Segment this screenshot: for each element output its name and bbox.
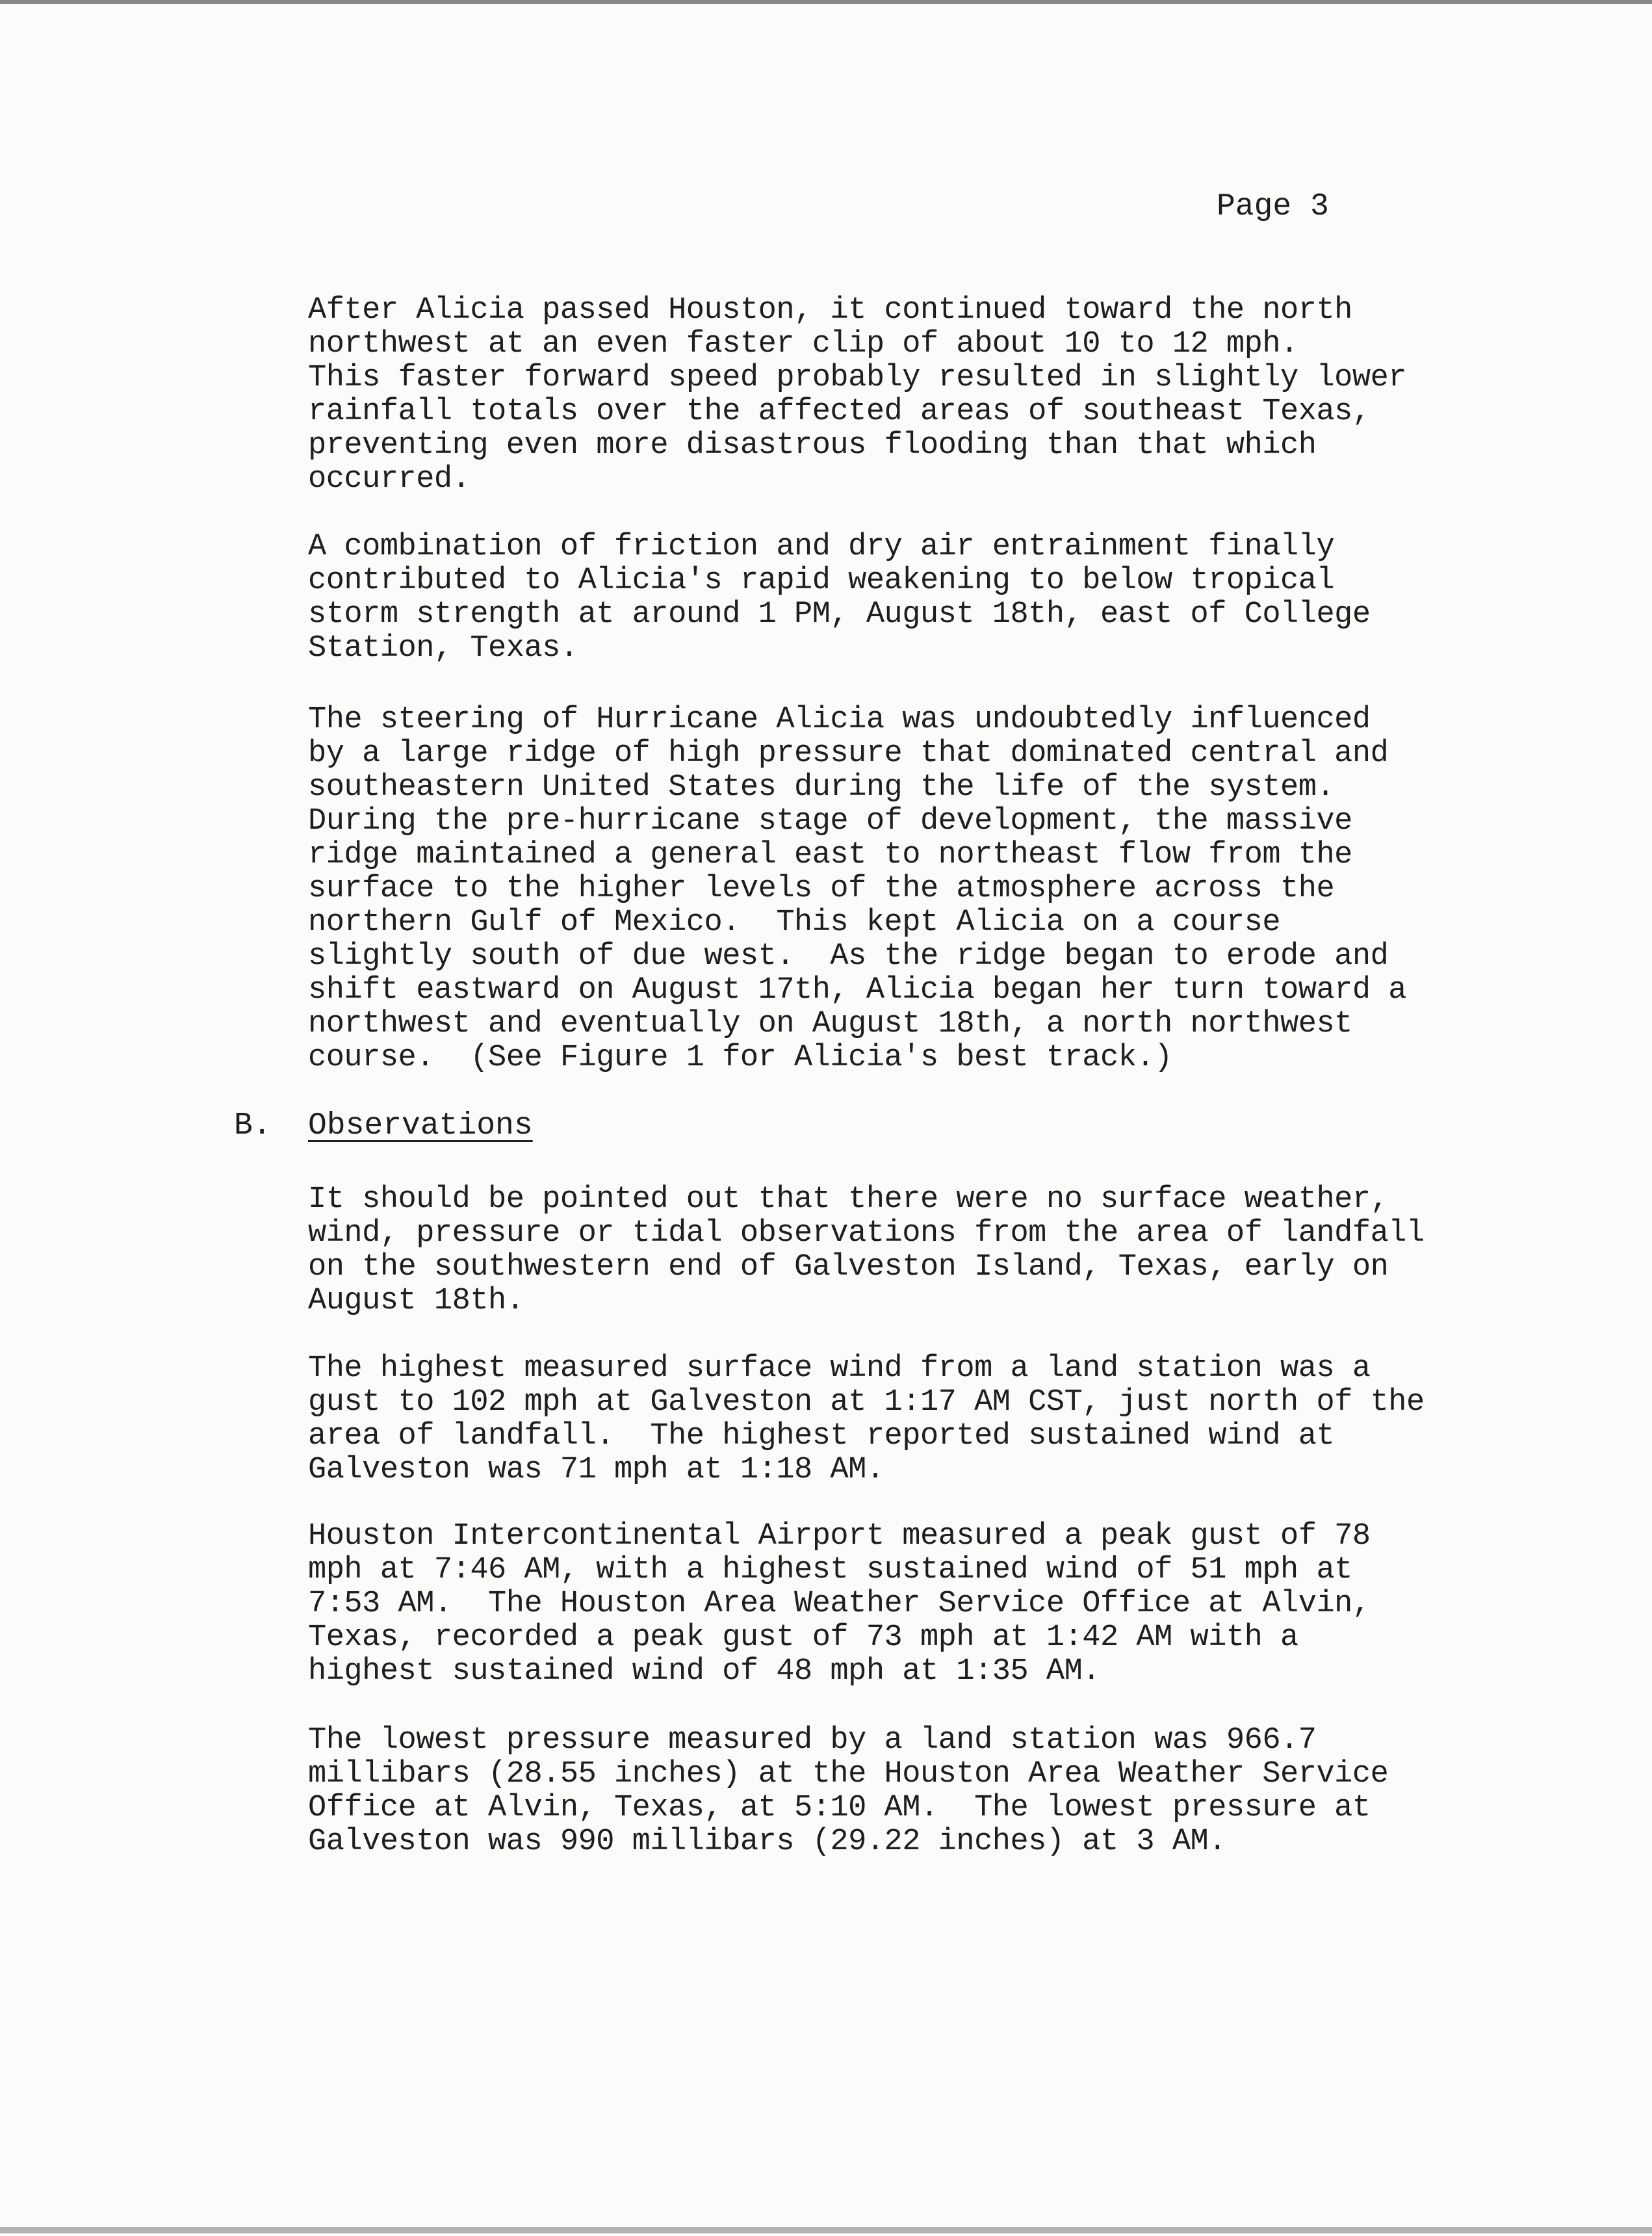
scan-edge-bottom (0, 2227, 1652, 2233)
text-line: August 18th. (308, 1284, 524, 1318)
text-line: northwest at an even faster clip of about 10 to 12 mph. (308, 327, 1298, 361)
text-line: It should be pointed out that there were no surface weather, (308, 1182, 1389, 1217)
text-line: Texas, recorded a peak gust of 73 mph at 1:42 AM with a (308, 1620, 1298, 1655)
paragraph-no-observations (308, 1183, 1425, 1318)
text-line: shift eastward on August 17th, Alicia began her turn toward a (308, 973, 1406, 1008)
paragraph-houston-airport (308, 1520, 1371, 1689)
paragraph-alicia-after-houston (308, 294, 1406, 497)
text-line: gust to 102 mph at Galveston at 1:17 AM CST, just north of the (308, 1385, 1425, 1420)
text-line: occurred. (308, 462, 471, 497)
text-line: During the pre-hurricane stage of development, the massive (308, 804, 1352, 838)
text-line: The highest measured surface wind from a land station was a (308, 1351, 1371, 1386)
paragraph-lowest-pressure (308, 1724, 1388, 1859)
text-line: Galveston was 71 mph at 1:18 AM. (308, 1453, 884, 1487)
text-line: Station, Texas. (308, 631, 578, 666)
text-line: rainfall totals over the affected areas of southeast Texas, (308, 395, 1371, 429)
section-title: Observations (308, 1108, 533, 1143)
text-line: by a large ridge of high pressure that dominated central and (308, 736, 1389, 771)
text-line: surface to the higher levels of the atmosphere across the (308, 872, 1335, 906)
text-line: millibars (28.55 inches) at the Houston Area Weather Service (308, 1757, 1389, 1791)
text-line: Galveston was 990 millibars (29.22 inches) at 3 AM. (308, 1825, 1226, 1859)
paragraph-weakening (308, 530, 1371, 666)
text-line: mph at 7:46 AM, with a highest sustained wind of 51 mph at (308, 1553, 1352, 1587)
text-line: Houston Intercontinental Airport measured a peak gust of 78 (308, 1519, 1371, 1554)
text-line: The steering of Hurricane Alicia was undoubtedly influenced (308, 703, 1371, 737)
paragraph-galveston-wind (308, 1352, 1425, 1487)
text-line: northwest and eventually on August 18th, a north northwest (308, 1007, 1352, 1041)
text-line: wind, pressure or tidal observations from the area of landfall (308, 1216, 1425, 1251)
text-line: preventing even more disastrous flooding than that which (308, 428, 1317, 463)
text-line: This faster forward speed probably resulted in slightly lower (308, 361, 1406, 395)
text-line: on the southwestern end of Galveston Island, Texas, early on (308, 1250, 1389, 1284)
text-line: The lowest pressure measured by a land station was 966.7 (308, 1723, 1317, 1758)
text-line: area of landfall. The highest reported sustained wind at (308, 1419, 1335, 1453)
paragraph-steering (308, 703, 1406, 1075)
text-line: storm strength at around 1 PM, August 18th, east of College (308, 597, 1371, 632)
text-line: slightly south of due west. As the ridge began to erode and (308, 939, 1389, 974)
section-letter: B. (234, 1108, 272, 1143)
text-line: Office at Alvin, Texas, at 5:10 AM. The lowest pressure at (308, 1791, 1371, 1825)
text-line: northern Gulf of Mexico. This kept Alicia on a course (308, 905, 1281, 940)
text-line: course. (See Figure 1 for Alicia's best track.) (308, 1041, 1172, 1075)
text-line: 7:53 AM. The Houston Area Weather Service Office at Alvin, (308, 1587, 1371, 1621)
text-line: southeastern United States during the life of the system. (308, 770, 1335, 805)
text-line: ridge maintained a general east to northeast flow from the (308, 838, 1352, 872)
text-line: highest sustained wind of 48 mph at 1:35 AM. (308, 1654, 1101, 1689)
text-line: A combination of friction and dry air entrainment finally (308, 530, 1335, 564)
page-number: Page 3 (1217, 189, 1329, 224)
text-line: contributed to Alicia's rapid weakening to below tropical (308, 564, 1335, 598)
scan-edge-top (0, 0, 1652, 4)
text-line: After Alicia passed Houston, it continued toward the north (308, 293, 1352, 328)
